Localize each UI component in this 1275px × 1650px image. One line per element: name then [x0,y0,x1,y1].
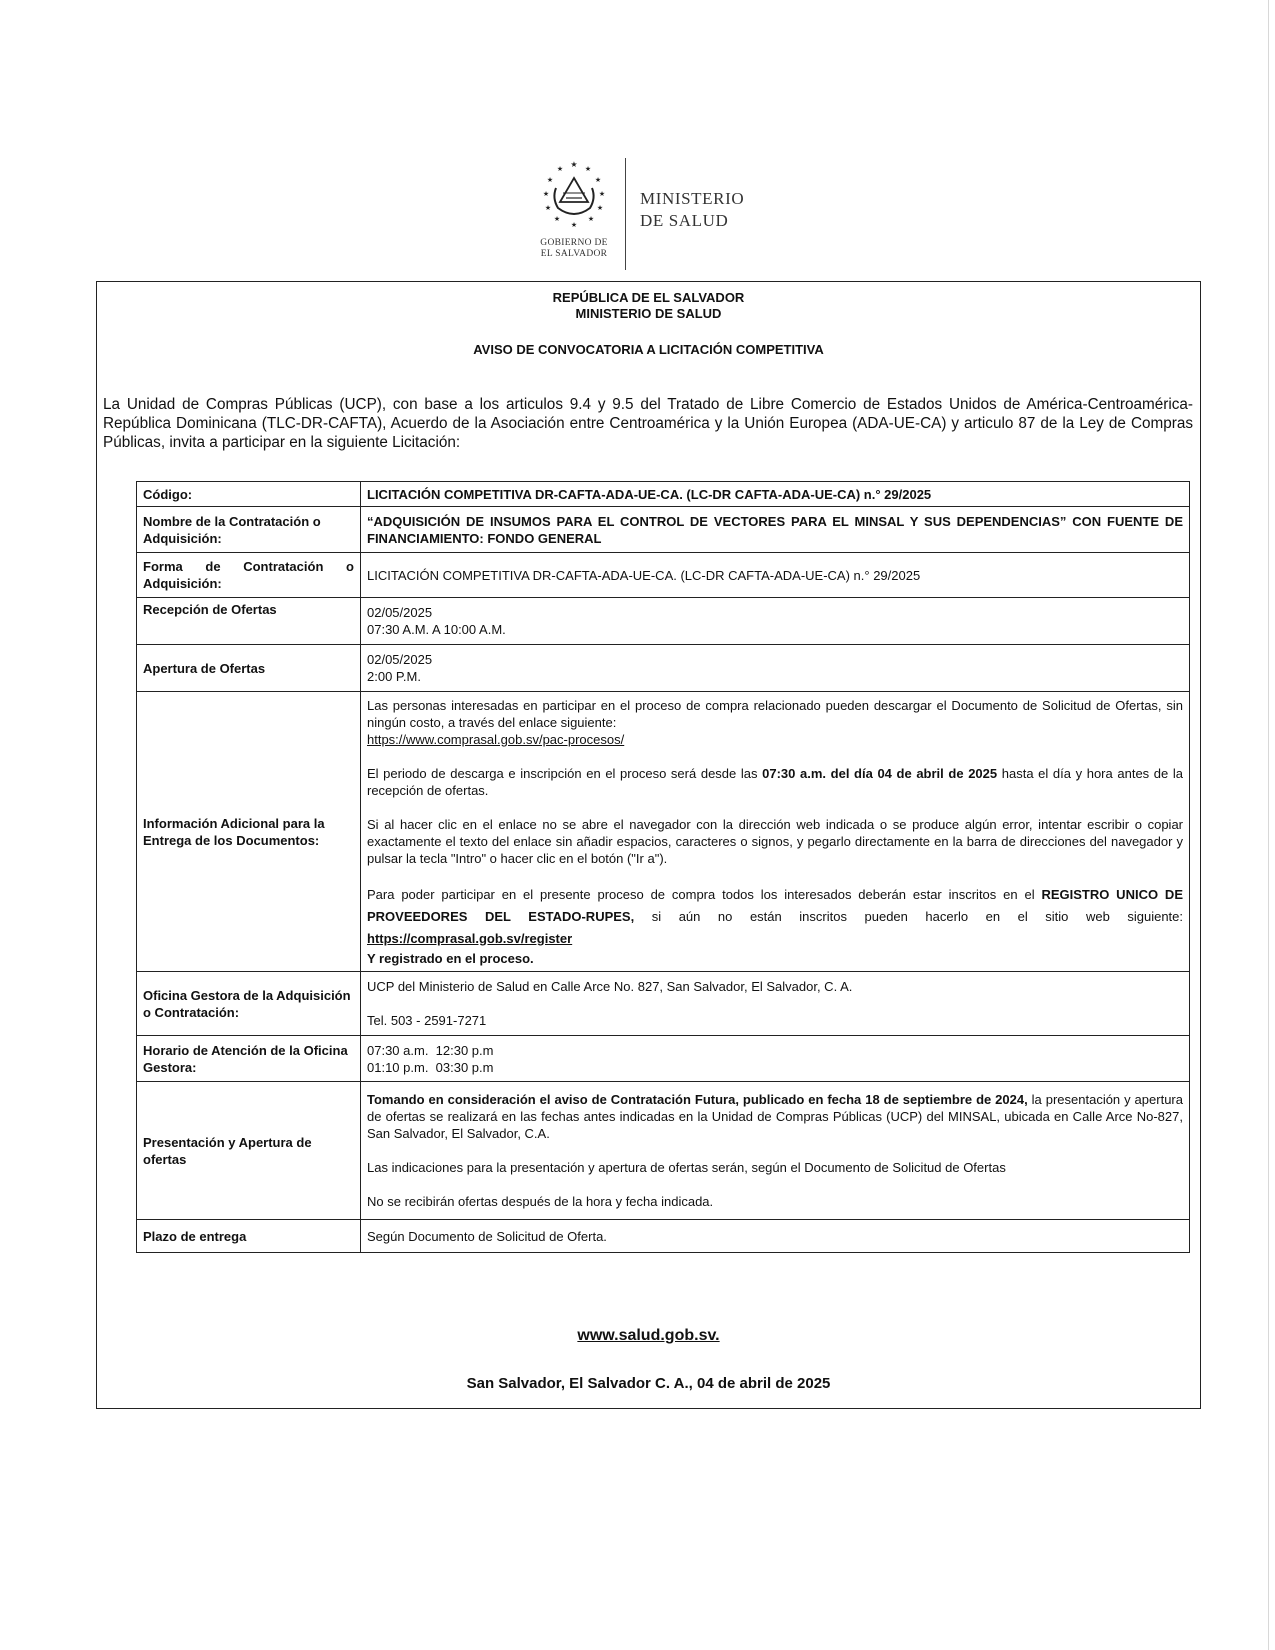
oficina-label: Oficina Gestora de la Adquisición o Contratación: [137,972,361,1036]
svg-text:★: ★ [542,191,550,198]
nombre-label: Nombre de la Contratación o Adquisición: [137,507,361,553]
presentacion-paragraph-3: No se recibirán ofertas después de la hora y fecha indicada. [367,1194,714,1209]
intro-paragraph: La Unidad de Compras Públicas (UCP), con base a los articulos 9.4 y 9.5 del Tratado de Libre Comercio de Estados Unidos de América-Centroamérica-República Dominicana (TLC-DR-CAFTA), Acuerdo de la Asociación entre Centroamérica y la Unión Europea (ADA-UE-CA) y articulo 87 de la Ley de Compras Públicas, invita a participar en la siguiente Licitación: [103,396,1193,451]
forma-label-line-1: Forma de Contratación o [143,559,354,574]
recepcion-date: 02/05/2025 [367,605,433,620]
horario-line-1: 07:30 a.m. 12:30 p.m [367,1042,494,1058]
nombre-value: “ADQUISICIÓN DE INSUMOS PARA EL CONTROL DE VECTORES PARA EL MINSAL Y SUS DEPENDENCIAS” CON FUENTE DE FINANCIAMIENTO: FONDO GENERAL [361,507,1190,553]
table-row [137,1082,1190,1220]
oficina-value [361,972,1190,1036]
table-row [137,1220,1190,1253]
tender-info-table [136,481,1190,1253]
logo-divider [625,158,626,270]
svg-text:★: ★ [553,216,561,223]
download-link[interactable]: https://www.comprasal.gob.sv/pac-procesos/ [367,731,625,747]
notice-frame [96,281,1201,1409]
table-row [137,972,1190,1036]
recepcion-label: Recepción de Ofertas [137,598,361,645]
info-adicional-label: Información Adicional para la Entrega de los Documentos: [137,692,361,972]
table-row [137,1036,1190,1082]
svg-text:★: ★ [556,166,564,173]
info-paragraph-4-end: Y registrado en el proceso. [367,950,534,966]
svg-text:★: ★ [596,205,604,212]
svg-text:★: ★ [544,205,552,212]
register-link[interactable]: https://comprasal.gob.sv/register [367,930,573,946]
presentacion-value [361,1082,1190,1220]
table-row [137,598,1190,645]
government-name [530,238,618,260]
apertura-time: 2:00 P.M. [367,669,421,684]
svg-text:★: ★ [594,177,602,184]
website-link[interactable]: www.salud.gob.sv. [577,1327,720,1344]
svg-text:★: ★ [546,177,554,184]
info-paragraph-1: Las personas interesadas en participar en el proceso de compra relacionado pueden descargar el Documento de Solicitud de Ofertas, sin ningún costo, a través del enlace siguiente: [367,697,1183,730]
ministry-logo [530,158,770,268]
svg-text:★: ★ [570,222,578,229]
presentacion-label: Presentación y Apertura de ofertas [137,1082,361,1220]
table-row [137,645,1190,692]
codigo-label: Código: [137,482,361,507]
svg-text:★: ★ [570,160,578,169]
ministry-line-1: MINISTERIO [640,189,745,208]
info-adicional-value [361,692,1190,972]
table-row [137,553,1190,598]
info-paragraph-3: Si al hacer clic en el enlace no se abre el navegador con la dirección web indicada o se produce algún error, intentar escribir o copiar exactamente el texto del enlace sin añadir espacios, caracteres o signos, y pegarlo directamente en la barra de direcciones del navegador y pulsar la tecla "Intro" o hacer clic en el botón ("Ir a"). [367,816,1183,866]
apertura-label: Apertura de Ofertas [137,645,361,692]
forma-label-line-2: Adquisición: [143,576,222,591]
horario-line-2: 01:10 p.m. 03:30 p.m [367,1059,494,1075]
svg-text:★: ★ [598,191,606,198]
horario-label: Horario de Atención de la Oficina Gestora: [137,1036,361,1082]
forma-label [137,553,361,598]
presentacion-paragraph-2: Las indicaciones para la presentación y apertura de ofertas serán, según el Documento de Solicitud de Ofertas [367,1160,1006,1175]
coat-of-arms-icon [530,158,618,238]
oficina-phone: Tel. 503 - 2591-7271 [367,1013,487,1028]
table-row [137,482,1190,507]
presentacion-paragraph-1: Tomando en consideración el aviso de Contratación Futura, publicado en fecha 18 de septiembre de 2024, la presentación y apertura de ofertas se realizará en las fechas antes indicadas en la Unidad de Compras Públicas (UCP) del MINSAL, ubicada en Calle Arce No-827, San Salvador, El Salvador, C.A. [367,1092,1183,1141]
apertura-value [361,645,1190,692]
info-paragraph-2: El periodo de descarga e inscripción en el proceso será desde las 07:30 a.m. del día 04 de abril de 2025 hasta el día y hora antes de la recepción de ofertas. [367,765,1183,798]
title-republic: REPÚBLICA DE EL SALVADOR [552,290,745,305]
table-row [137,692,1190,972]
codigo-value: LICITACIÓN COMPETITIVA DR-CAFTA-ADA-UE-CA. (LC-DR CAFTA-ADA-UE-CA) n.° 29/2025 [361,482,1190,507]
apertura-date: 02/05/2025 [367,652,433,667]
title-notice: AVISO DE CONVOCATORIA A LICITACIÓN COMPETITIVA [473,342,824,357]
footer-place-date: San Salvador, El Salvador C. A., 04 de abril de 2025 [466,1375,831,1392]
plazo-value: Según Documento de Solicitud de Oferta. [361,1220,1190,1253]
info-paragraph-4: Para poder participar en el presente proceso de compra todos los interesados deberán estar inscritos en el REGISTRO UNICO DE PROVEEDORES DEL ESTADO-RUPES, si aún no están inscritos pueden hacerlo en el sitio web siguiente: https://comprasal.gob.sv/register [367,886,1183,946]
horario-value [361,1036,1190,1082]
recepcion-time: 07:30 A.M. A 10:00 A.M. [367,622,506,637]
ministry-line-2: DE SALUD [640,211,729,230]
ministry-name [640,188,744,232]
svg-text:★: ★ [587,216,595,223]
plazo-label: Plazo de entrega [137,1220,361,1253]
government-line-1: GOBIERNO DE [540,238,608,248]
government-line-2: EL SALVADOR [540,249,608,259]
table-row [137,507,1190,553]
svg-text:★: ★ [584,166,592,173]
recepcion-value [361,598,1190,645]
title-ministry: MINISTERIO DE SALUD [575,306,722,321]
forma-value: LICITACIÓN COMPETITIVA DR-CAFTA-ADA-UE-CA. (LC-DR CAFTA-ADA-UE-CA) n.° 29/2025 [361,553,1190,598]
oficina-address: UCP del Ministerio de Salud en Calle Arce No. 827, San Salvador, El Salvador, C. A. [367,979,853,994]
page-edge-line [1268,0,1269,1650]
